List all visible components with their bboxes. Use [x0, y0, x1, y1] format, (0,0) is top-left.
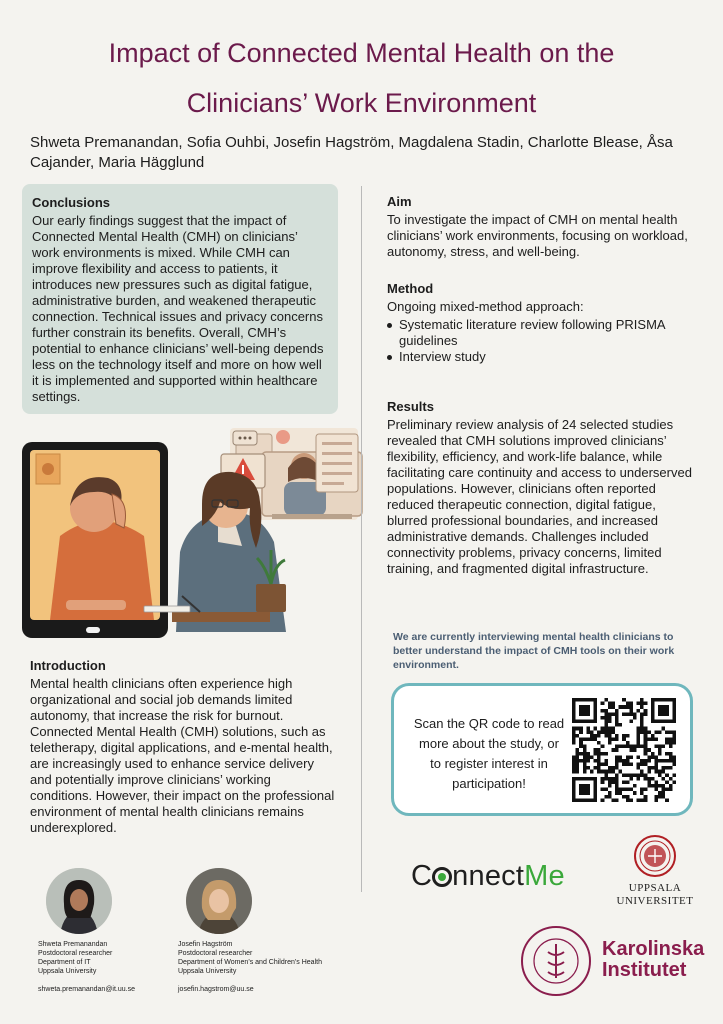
introduction-heading: Introduction	[30, 658, 106, 673]
connectme-logo	[411, 858, 565, 894]
connectme-logo-nnect: nnect	[452, 860, 525, 892]
karolinska-institutet-logo	[517, 924, 707, 998]
uppsala-seal-icon	[634, 835, 676, 877]
uppsala-line-1: UPPSALA	[628, 882, 682, 894]
contact-card	[178, 868, 322, 994]
authors: Shweta Premanandan, Sofia Ouhbi, Josefin Hagström, Magdalena Stadin, Charlotte Blease, Åsa Cajander, Maria Hägglund	[30, 134, 673, 171]
title-line-2: Clinicians’ Work Environment	[186, 88, 537, 118]
results-section	[387, 398, 692, 577]
method-list	[387, 317, 692, 365]
contact-email[interactable]: shweta.premanandan@it.uu.se	[38, 986, 135, 993]
column-divider	[361, 186, 362, 892]
ki-line-2: Institutet	[602, 959, 687, 981]
qr-code-icon[interactable]	[572, 698, 676, 802]
contact-dept: Department of IT	[38, 959, 91, 966]
conclusions-box	[22, 184, 338, 414]
karolinska-wordmark	[602, 939, 704, 981]
connectme-logo-o-icon	[432, 867, 452, 887]
contact-org: Uppsala University	[38, 968, 97, 975]
aim-text: To investigate the impact of CMH on mental health clinicians’ work environments, focusing on workload, autonomy, stress, and well-being.	[387, 212, 688, 259]
title-line-1: Impact of Connected Mental Health on the	[108, 38, 615, 68]
conclusions-text: Our early findings suggest that the impact of Connected Mental Health (CMH) on clinicians’ work environments is mixed. While CMH can improve flexibility and access to patients, it introduces new pressures such as digital fatigue, administrative burden, and weakened therapeutic connection. Technical issues and privacy concerns further constrain its benefits. Overall, CMH’s potential to enhance clinicians’ well-being depends less on the technology itself and more on how well it is implemented and supported within healthcare settings.	[32, 213, 324, 404]
qr-instructions: Scan the QR code to read more about the study, or to register interest in participation!	[413, 716, 565, 791]
avatar	[46, 868, 112, 934]
contact-card	[38, 868, 135, 994]
aim-section	[387, 193, 692, 260]
method-heading: Method	[387, 281, 434, 296]
method-intro: Ongoing mixed-method approach:	[387, 299, 584, 314]
contact-org: Uppsala University	[178, 968, 237, 975]
contact-name: Josefin Hagström	[178, 941, 233, 948]
avatar	[186, 868, 252, 934]
connectme-logo-c: C	[411, 860, 433, 892]
recruitment-callout: We are currently interviewing mental health clinicians to better understand the impact of CMH tools on their work environment.	[393, 631, 675, 671]
introduction-section	[30, 657, 335, 836]
results-text: Preliminary review analysis of 24 selected studies revealed that CMH solutions improved clinicians’ flexibility, efficiency, and work-life balance, while facilitating care continuity and access to underserved populations. However, clinicians often reported reduced therapeutic connection, digital fatigue, blurred professional boundaries, and increased administrative demands. Challenges included connectivity problems, privacy concerns, limited training, and fragmented digital infrastructure.	[387, 417, 692, 576]
introduction-text: Mental health clinicians often experience high organizational and social job demands limited autonomy, that increase the risk for burnout. Connected Mental Health (CMH) solutions, such as teletherapy, digital applications, and e-mental health, are increasingly used to enhance service delivery and potentially improve clinicians’ working conditions. However, their impact on the professional environment of mental health clinicians remains underexplored.	[30, 676, 335, 835]
ki-line-1: Karolinska	[602, 938, 705, 960]
connectme-logo-me: Me	[524, 860, 565, 892]
results-heading: Results	[387, 399, 434, 414]
contact-name: Shweta Premanandan	[38, 941, 108, 948]
poster-title	[30, 28, 693, 128]
contact-dept: Department of Women’s and Children’s Health	[178, 959, 322, 966]
uppsala-line-2: UNIVERSITET	[616, 895, 694, 907]
contact-role: Postdoctoral researcher	[38, 950, 113, 957]
contact-role: Postdoctoral researcher	[178, 950, 253, 957]
aim-heading: Aim	[387, 194, 412, 209]
qr-code-box	[391, 683, 693, 816]
karolinska-seal-icon	[517, 924, 595, 998]
method-item: Interview study	[387, 349, 692, 365]
method-section	[387, 280, 692, 365]
conclusions-heading: Conclusions	[32, 195, 111, 210]
method-item: Systematic literature review following PRISMA guidelines	[387, 317, 692, 349]
contact-email[interactable]: josefin.hagstrom@uu.se	[178, 986, 254, 993]
uppsala-university-logo	[609, 835, 701, 908]
telehealth-illustration	[22, 428, 372, 646]
